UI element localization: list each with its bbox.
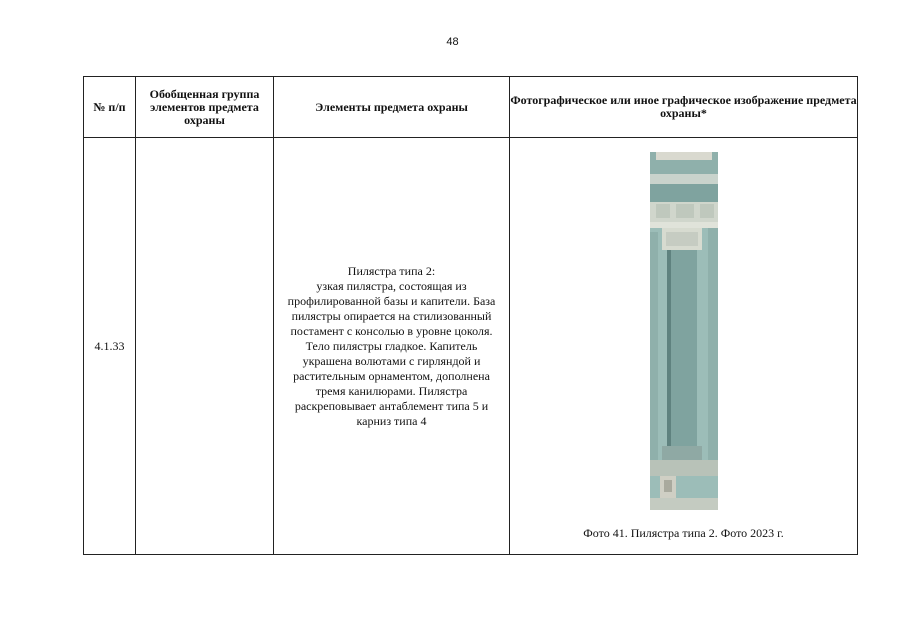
photo-molding xyxy=(650,222,718,228)
photo-right-column xyxy=(708,228,718,468)
description-line: узкая пилястра, состоящая из xyxy=(316,278,467,293)
photo-plinth xyxy=(650,460,718,476)
table-row xyxy=(84,138,858,555)
photo-ornament xyxy=(676,204,694,218)
photo-capital-detail xyxy=(666,232,698,246)
photo-caption: Фото 41. Пилястра типа 2. Фото 2023 г. xyxy=(583,526,784,540)
header-number: № п/п xyxy=(84,77,136,138)
photo-frieze xyxy=(650,184,718,202)
photo-ornament xyxy=(656,204,670,218)
row-photo-cell xyxy=(510,138,858,555)
description-line: пилястры опирается на стилизованный xyxy=(291,308,492,323)
row-group xyxy=(136,138,274,555)
description-line: украшена волютами с гирляндой и xyxy=(302,353,481,368)
header-elements: Элементы предмета охраны xyxy=(274,77,510,138)
photo-base xyxy=(662,446,702,460)
protection-table xyxy=(83,76,858,555)
photo-cornice xyxy=(656,152,712,160)
table-header-row xyxy=(84,77,858,138)
header-group: Обобщенная группа элементов предмета охраны xyxy=(136,77,274,138)
description-line: растительным орнаментом, дополнена xyxy=(293,368,490,383)
description-line: Пилястра типа 2: xyxy=(347,263,436,278)
photo-ornament xyxy=(700,204,714,218)
photo-pilaster-shaft xyxy=(667,250,697,446)
description-line: профилированной базы и капители. База xyxy=(287,293,496,308)
row-description xyxy=(274,138,510,555)
description-line: постамент с консолью в уровне цоколя. xyxy=(290,323,493,338)
photo-cornice-band xyxy=(650,174,718,184)
page-number: 48 xyxy=(446,36,459,48)
row-number: 4.1.33 xyxy=(84,138,136,555)
description-line: тремя канилюрами. Пилястра xyxy=(315,383,468,398)
photo-socle xyxy=(650,498,718,510)
description-line: раскреповывает антаблемент типа 5 и xyxy=(294,398,489,413)
pilaster-photo xyxy=(650,152,718,510)
photo-pilaster-shadow xyxy=(667,250,671,446)
header-image: Фотографическое или иное графическое изображение предмета охраны* xyxy=(510,77,858,138)
description-line: карниз типа 4 xyxy=(356,413,427,428)
photo-left-edge xyxy=(650,232,658,462)
description-line: Тело пилястры гладкое. Капитель xyxy=(305,338,478,353)
photo-console-detail xyxy=(664,480,672,492)
